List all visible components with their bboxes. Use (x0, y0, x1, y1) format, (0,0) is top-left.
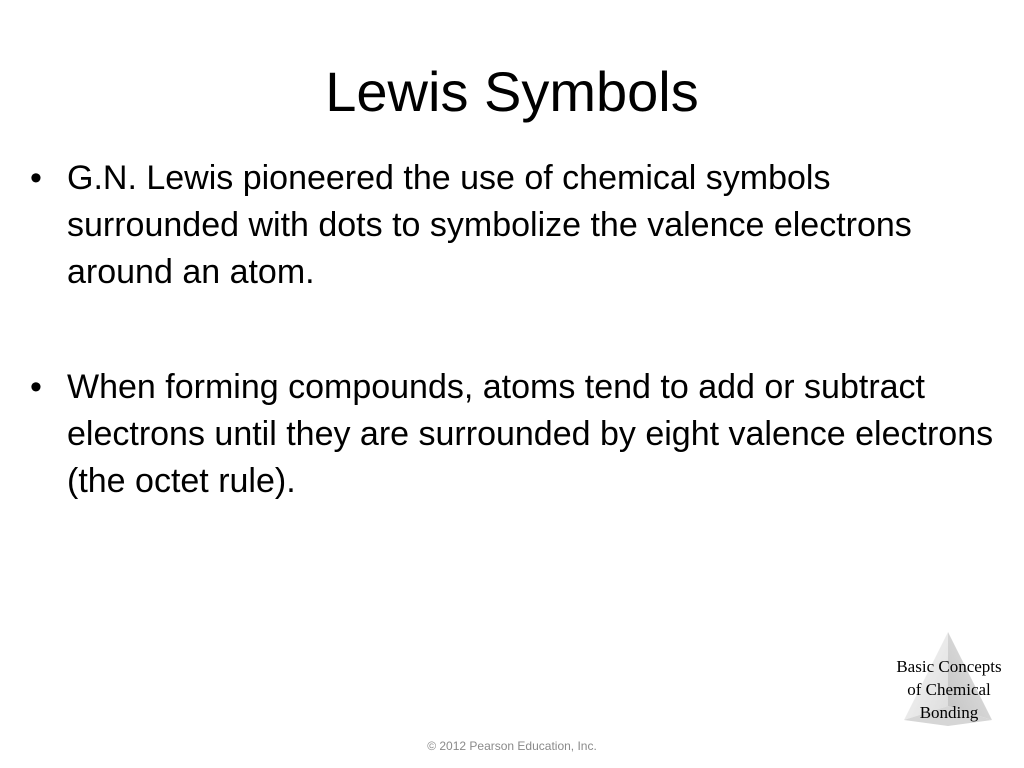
chapter-line: Bonding (919, 703, 979, 722)
slide-title: Lewis Symbols (325, 60, 699, 123)
bullet-text: When forming compounds, atoms tend to add or subtract electrons until they are surrounded by eight valence electrons (the octet rule). (67, 368, 994, 500)
bullet-list (30, 155, 1000, 573)
bullet-item (30, 364, 1000, 505)
chapter-line: of Chemical (907, 680, 991, 699)
chapter-line: Basic Concepts (896, 657, 1002, 676)
bullet-marker: • (30, 368, 42, 406)
chapter-badge (880, 628, 1018, 728)
bullet-text: G.N. Lewis pioneered the use of chemical symbols surrounded with dots to symbolize the valence electrons around an atom. (67, 159, 912, 291)
chapter-label (880, 655, 1018, 724)
bullet-item (30, 155, 1000, 296)
copyright-text: © 2012 Pearson Education, Inc. (427, 739, 597, 753)
bullet-marker: • (30, 159, 42, 197)
